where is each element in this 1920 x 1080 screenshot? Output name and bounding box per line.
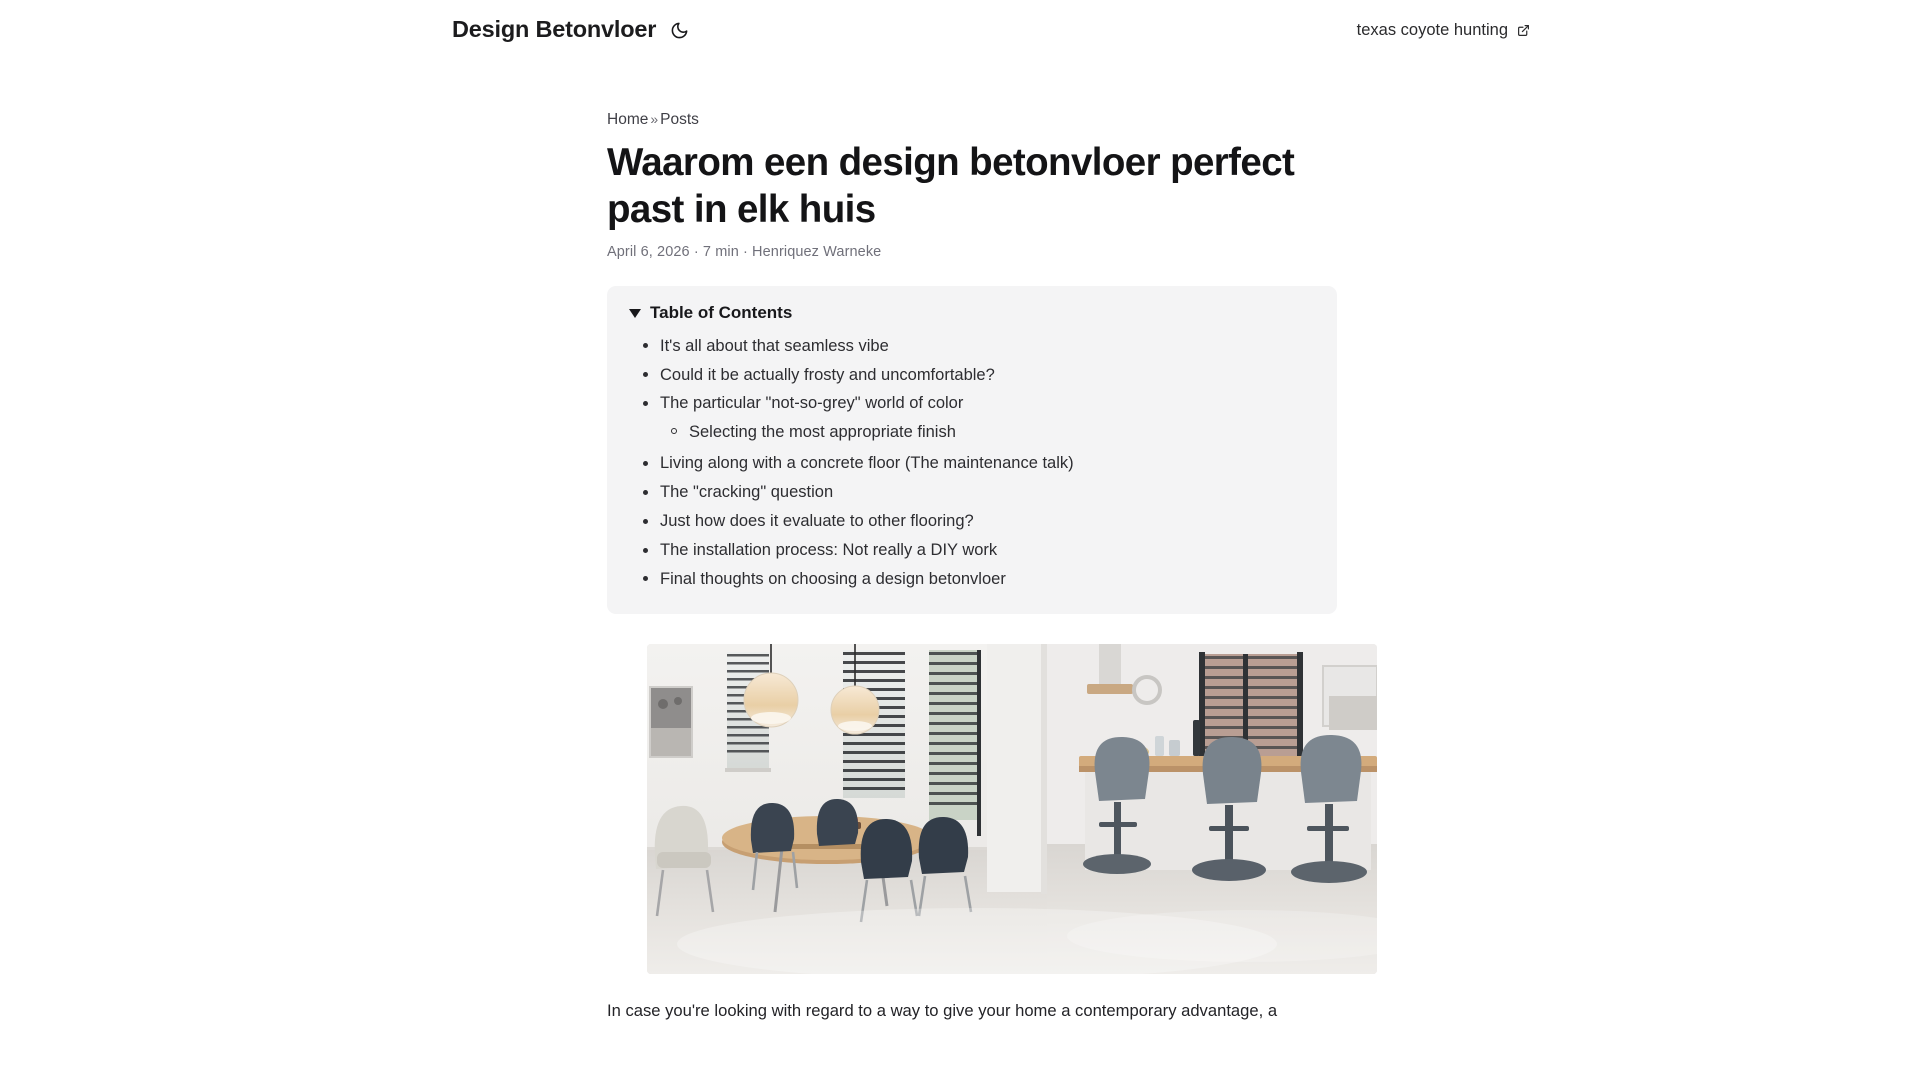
bullet-icon (643, 461, 648, 466)
moon-icon[interactable] (668, 19, 690, 41)
bullet-icon (643, 576, 648, 581)
toc-toggle[interactable] (629, 303, 1315, 323)
bullet-icon (643, 401, 648, 406)
featured-image (647, 644, 1377, 974)
article (607, 60, 1337, 1041)
bullet-icon (643, 372, 648, 377)
header-external-link[interactable] (1357, 21, 1530, 40)
breadcrumb-separator: » (650, 111, 659, 127)
list-item (660, 450, 1315, 479)
toc-sublist (660, 418, 1315, 447)
bullet-icon (643, 490, 648, 495)
list-item (660, 361, 1315, 390)
bullet-icon (643, 548, 648, 553)
header-external-link-label: texas coyote hunting (1356, 20, 1508, 39)
external-link-icon (1517, 24, 1530, 37)
toc-link[interactable]: It's all about that seamless vibe (660, 336, 889, 355)
list-item (689, 418, 1315, 447)
breadcrumb (607, 110, 1337, 130)
toc-link[interactable]: The particular "not-so-grey" world of color (660, 394, 964, 413)
list-item (660, 390, 1315, 450)
toc-list (629, 332, 1315, 594)
site-header (0, 0, 1920, 60)
featured-image-illustration (647, 644, 1377, 974)
site-title[interactable]: Design Betonvloer (452, 16, 657, 43)
bullet-icon (671, 428, 677, 434)
brand-wrap (452, 18, 690, 42)
toc-link[interactable]: Just how does it evaluate to other flooring? (660, 512, 974, 531)
body-paragraph: In case you're looking with regard to a way to give your home a contemporary advantage, a (607, 1001, 1278, 1021)
list-item (660, 565, 1315, 594)
list-item (660, 332, 1315, 361)
list-item (660, 479, 1315, 508)
post-meta: April 6, 2026 · 7 min · Henriquez Warneke (607, 244, 882, 261)
chevron-down-icon (629, 309, 641, 318)
toc-sublink[interactable]: Selecting the most appropriate finish (689, 422, 956, 441)
page-title: Waarom een design betonvloer perfect past in elk huis (607, 141, 1295, 232)
table-of-contents (607, 286, 1337, 614)
post-body (607, 998, 1337, 1025)
toc-link[interactable]: Living along with a concrete floor (The maintenance talk) (660, 454, 1074, 473)
breadcrumb-home[interactable]: Home (607, 111, 649, 128)
breadcrumb-posts[interactable]: Posts (660, 111, 699, 128)
toc-link[interactable]: The "cracking" question (660, 483, 834, 502)
list-item (660, 537, 1315, 566)
bullet-icon (643, 519, 648, 524)
toc-link[interactable]: The installation process: Not really a DIY work (660, 541, 998, 560)
list-item (660, 508, 1315, 537)
toc-link[interactable]: Final thoughts on choosing a design betonvloer (660, 569, 1006, 588)
bullet-icon (643, 343, 648, 348)
toc-heading: Table of Contents (650, 303, 793, 323)
toc-link[interactable]: Could it be actually frosty and uncomfortable? (660, 365, 995, 384)
